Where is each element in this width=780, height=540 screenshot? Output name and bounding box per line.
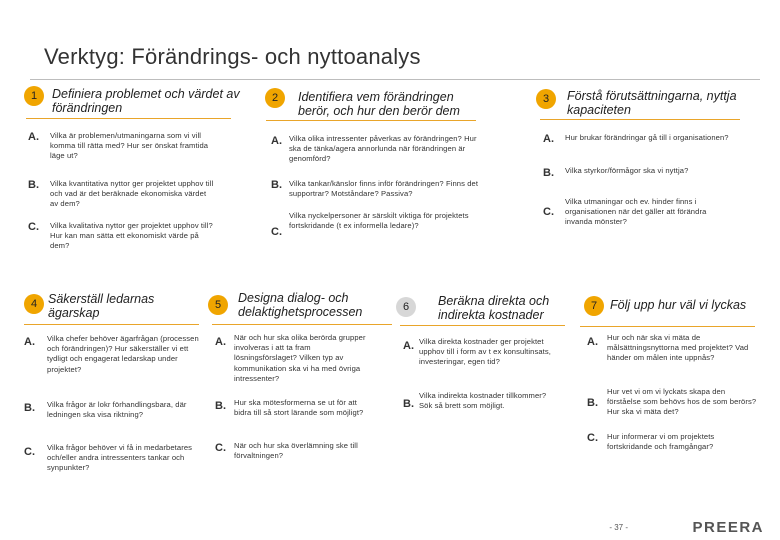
step-5-b-text: Hur ska mötesformerna se ut för att bidra till så stort lärande som möjligt?: [234, 398, 364, 418]
step-5-a-text: När och hur ska olika berörda grupper involveras i att ta fram lösningsförslaget? Vilken typ av kommunikation ska vi ha med övriga intressenter?: [234, 333, 366, 383]
step-1-a-letter: A.: [28, 131, 39, 143]
step-6-b-text: Vilka indirekta kostnader tillkommer? Sök så brett som möjligt.: [419, 391, 547, 411]
step-5-underline: [212, 324, 392, 325]
step-2-a-letter: A.: [271, 135, 282, 147]
step-6-badge: 6: [396, 297, 416, 317]
step-2-a-text: Vilka olika intressenter påverkas av förändringen? Hur ska de tänka/agera annorlunda när förändringen är genomförd?: [289, 134, 477, 164]
step-2-c-text: Vilka nyckelpersoner är särskilt viktiga för projektets fortskridande (t ex informella ledare)?: [289, 211, 469, 231]
step-3-b-text: Vilka styrkor/förmågor ska vi nyttja?: [565, 166, 689, 175]
page-number: - 37 -: [609, 523, 628, 532]
step-4-b-letter: B.: [24, 402, 35, 414]
step-5-badge: 5: [208, 295, 228, 315]
step-4-c-text: Vilka frågor behöver vi få in medarbetares och/eller andra intressenters tankar och synpunkter?: [47, 443, 193, 473]
step-7-c-text: Hur informerar vi om projektets fortskridande och framgångar?: [607, 432, 715, 452]
step-1-underline: [26, 118, 231, 119]
step-2-badge: 2: [265, 88, 285, 108]
step-6-a-letter: A.: [403, 340, 414, 352]
step-1-c-letter: C.: [28, 221, 39, 233]
step-6-b-letter: B.: [403, 398, 414, 410]
step-1-b-letter: B.: [28, 179, 39, 191]
step-3-underline: [540, 119, 740, 120]
company-logo: PREERA: [692, 519, 764, 536]
step-1-a-text: Vilka är problemen/utmaningarna som vi vill komma till rätta med? Hur ser önskat framtida läge ut?: [50, 131, 209, 161]
step-7-heading: Följ upp hur väl vi lyckas: [610, 298, 747, 312]
step-4-underline: [24, 324, 199, 325]
step-2-b-text: Vilka tankar/känslor finns inför förändringen? Finns det supportrar? Motståndare? Passiva?: [289, 179, 479, 199]
step-7-c-letter: C.: [587, 432, 598, 444]
step-7-b-text: Hur vet vi om vi lyckats skapa den förståelse som behövs hos de som berörs? Hur ska vi mäta det?: [607, 387, 757, 417]
step-2-heading: Identifiera vem förändringen berör, och hur den berör dem: [298, 90, 460, 118]
title-divider: [30, 79, 760, 80]
step-1-c-text: Vilka kvalitativa nyttor ger projektet upphov till? Hur kan man sätta ett ekonomiskt värde på dem?: [50, 221, 213, 251]
step-7-underline: [580, 326, 755, 327]
step-1-b-text: Vilka kvantitativa nyttor ger projektet upphov till och vad är det beräknade ekonomiska värdet av dem?: [50, 179, 214, 209]
step-4-c-letter: C.: [24, 446, 35, 458]
step-7-a-letter: A.: [587, 336, 598, 348]
step-4-a-letter: A.: [24, 336, 35, 348]
step-2-c-letter: C.: [271, 226, 282, 238]
step-4-a-text: Vilka chefer behöver ägarfrågan (processen och förändringen)? Hur säkerställer vi ett tydligt och engagerat ledarskap under projektet?: [47, 334, 199, 374]
step-1-heading: Definiera problemet och värdet av förändringen: [52, 87, 240, 115]
step-4-b-text: Vilka frågor är lokr förhandlingsbara, där ledningen ska visa riktning?: [47, 400, 187, 420]
step-5-a-letter: A.: [215, 336, 226, 348]
step-4-heading: Säkerställ ledarnas ägarskap: [48, 292, 155, 320]
step-3-c-text: Vilka utmaningar och ev. hinder finns i organisationen när det gäller att förändra invanda mönster?: [565, 197, 707, 227]
step-5-b-letter: B.: [215, 400, 226, 412]
step-3-badge: 3: [536, 89, 556, 109]
step-5-heading: Designa dialog- och delaktighetsprocessen: [238, 291, 363, 319]
step-1-badge: 1: [24, 86, 44, 106]
step-3-a-letter: A.: [543, 133, 554, 145]
step-5-c-letter: C.: [215, 442, 226, 454]
step-6-heading: Beräkna direkta och indirekta kostnader: [438, 294, 550, 322]
step-3-c-letter: C.: [543, 206, 554, 218]
step-7-badge: 7: [584, 296, 604, 316]
step-5-c-text: När och hur ska överlämning ske till förvaltningen?: [234, 441, 358, 461]
step-3-heading: Förstå förutsättningarna, nyttja kapaciteten: [567, 89, 737, 117]
page-title: Verktyg: Förändrings- och nyttoanalys: [44, 44, 421, 69]
step-4-badge: 4: [24, 294, 44, 314]
step-7-a-text: Hur och när ska vi mäta de målsättningsnyttorna med projektet? Vad händer om målen inte uppnås?: [607, 333, 749, 363]
step-3-a-text: Hur brukar förändringar gå till i organisationen?: [565, 133, 729, 142]
step-2-underline: [266, 120, 476, 121]
step-7-b-letter: B.: [587, 397, 598, 409]
step-6-underline: [400, 325, 565, 326]
step-6-a-text: Vilka direkta kostnader ger projektet upphov till i form av t ex konsultinsats, investeringar, egen tid?: [419, 337, 551, 367]
step-3-b-letter: B.: [543, 167, 554, 179]
step-2-b-letter: B.: [271, 179, 282, 191]
